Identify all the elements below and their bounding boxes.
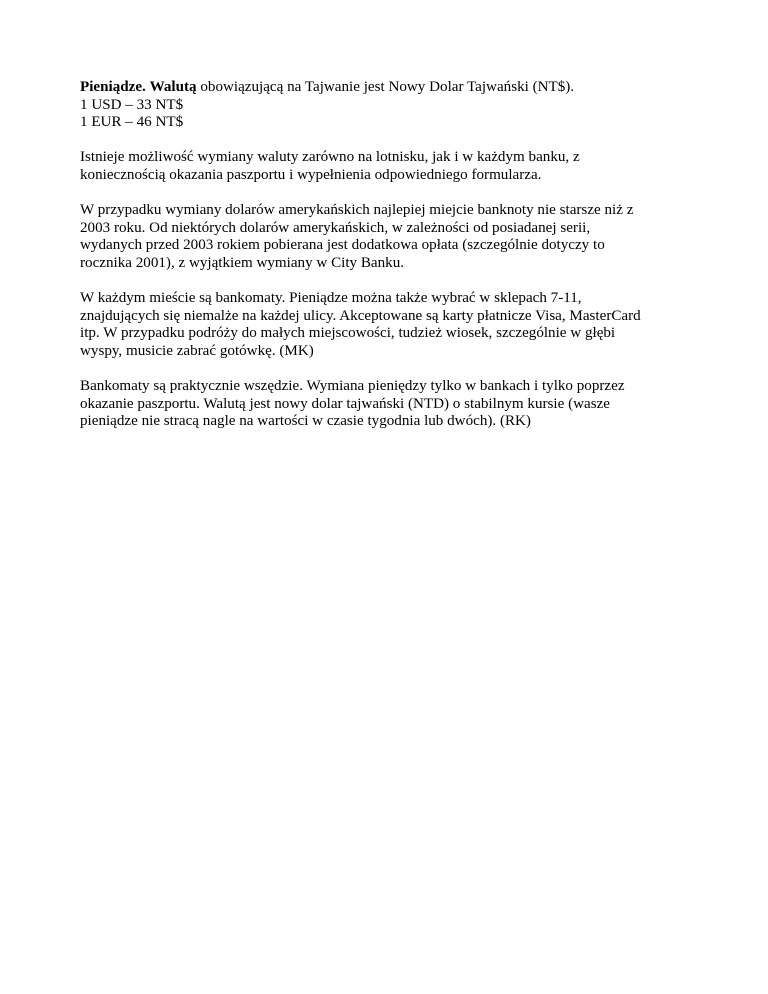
paragraph-line: okazanie paszportu. Walutą jest nowy dolar tajwański (NTD) o stabilnym kursie (wasze [80, 395, 610, 412]
paragraph-line: pieniądze nie stracą nagle na wartości w czasie tygodnia lub dwóch). (RK) [80, 413, 531, 430]
intro-paragraph [80, 79, 720, 132]
paragraph-atms-everywhere [80, 378, 720, 431]
heading-bold-money: Pieniądze. [80, 79, 146, 95]
paragraph-line: itp. W przypadku podróży do małych miejscowości, tudzież wiosek, szczególnie w głębi [80, 325, 616, 342]
document-page [80, 79, 720, 448]
paragraph-atms-cards [80, 290, 720, 360]
heading-rest-text: obowiązującą na Tajwanie jest Nowy Dolar Tajwański (NT$). [200, 79, 575, 95]
paragraph-line: wydanych przed 2003 rokiem pobierana jest dodatkowa opłata (szczególnie dotyczy to [80, 237, 605, 254]
paragraph-line: W każdym mieście są bankomaty. Pieniądze można także wybrać w sklepach 7-11, [80, 290, 582, 307]
intro-heading-line [80, 79, 720, 97]
paragraph-line: znajdujących się niemalże na każdej ulicy. Akceptowane są karty płatnicze Visa, MasterCard [80, 307, 641, 324]
heading-bold-currency: Walutą [149, 79, 197, 95]
paragraph-line: koniecznością okazania paszportu i wypełnienia odpowiedniego formularza. [80, 166, 542, 183]
paragraph-line: W przypadku wymiany dolarów amerykańskich najlepiej miejcie banknoty nie starsze niż z [80, 202, 634, 219]
paragraph-line: wyspy, musicie zabrać gotówkę. (MK) [80, 342, 314, 359]
paragraph-line: rocznika 2001), z wyjątkiem wymiany w City Banku. [80, 254, 405, 271]
rate-eur: 1 EUR – 46 NT$ [80, 114, 184, 131]
paragraph-usd-banknotes [80, 202, 720, 272]
paragraph-line: Istnieje możliwość wymiany waluty zarówno na lotnisku, jak i w każdym banku, z [80, 149, 580, 166]
paragraph-line: 2003 roku. Od niektórych dolarów amerykańskich, w zależności od posiadanej serii, [80, 219, 591, 236]
paragraph-line: Bankomaty są praktycznie wszędzie. Wymiana pieniędzy tylko w bankach i tylko poprzez [80, 378, 625, 395]
rate-usd: 1 USD – 33 NT$ [80, 96, 184, 113]
paragraph-exchange [80, 149, 720, 184]
